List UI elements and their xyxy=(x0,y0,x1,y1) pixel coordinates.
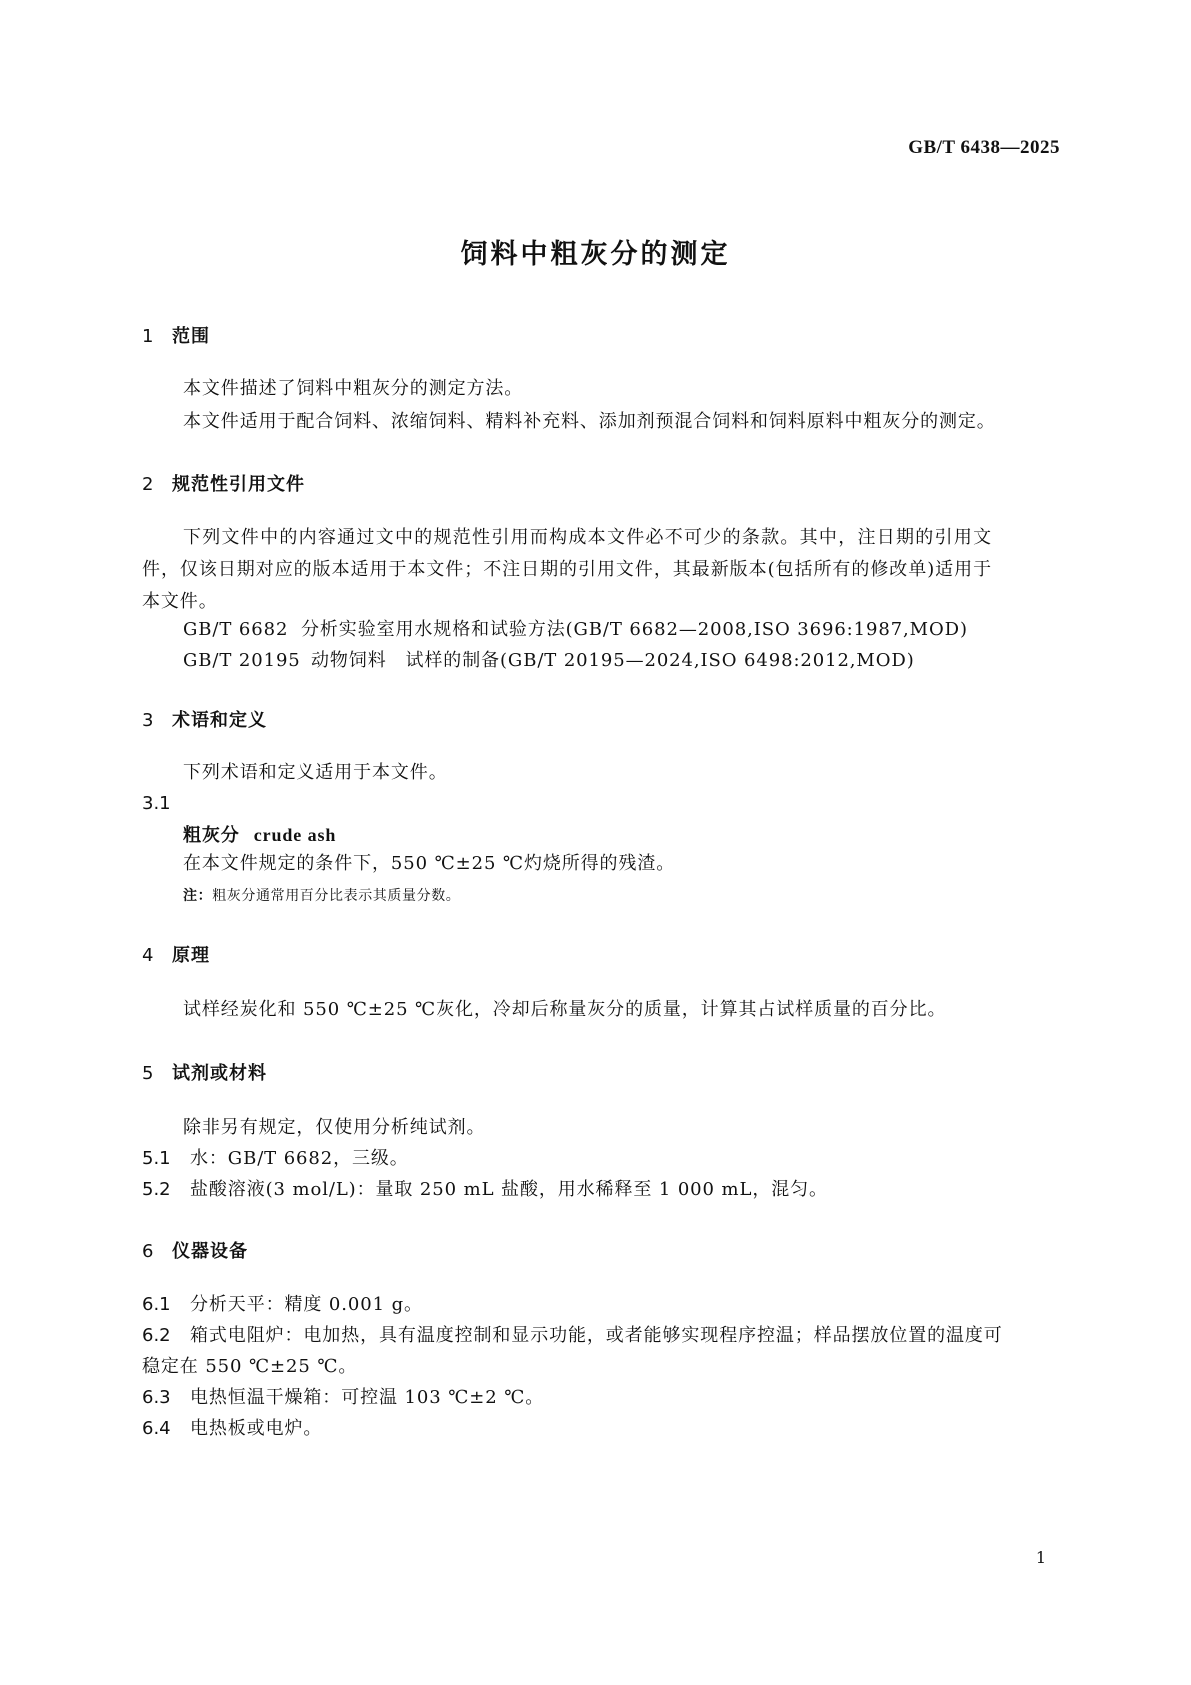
section-number: 3 xyxy=(142,710,155,731)
item-text: 电热恒温干燥箱：可控温 103 ℃±2 ℃。 xyxy=(190,1387,545,1408)
paragraph: 试样经炭化和 550 ℃±25 ℃灰化，冷却后称量灰分的质量，计算其占试样质量的百分比。 xyxy=(183,999,947,1020)
term-definition: 在本文件规定的条件下，550 ℃±25 ℃灼烧所得的残渣。 xyxy=(183,853,676,874)
section-title: 范围 xyxy=(172,326,210,347)
item-number: 5.1 xyxy=(142,1148,171,1169)
item-text: 箱式电阻炉：电加热，具有温度控制和显示功能，或者能够实现程序控温；样品摆放位置的温度可 xyxy=(190,1325,1003,1346)
section-number: 6 xyxy=(142,1241,155,1262)
term-chinese: 粗灰分 xyxy=(183,825,240,846)
reference-title: 动物饲料 试样的制备(GB/T 20195—2024,ISO 6498:2012,MOD) xyxy=(311,650,915,671)
section-title: 仪器设备 xyxy=(172,1241,248,1262)
list-item xyxy=(142,1289,1062,1321)
term-number: 3.1 xyxy=(142,793,171,814)
section-6-heading xyxy=(142,1237,248,1263)
section-title: 原理 xyxy=(172,945,210,966)
section-number: 4 xyxy=(142,945,155,966)
list-item xyxy=(142,1320,1062,1352)
item-number: 6.2 xyxy=(142,1325,171,1346)
item-text: 水：GB/T 6682，三级。 xyxy=(190,1148,409,1169)
section-3-heading xyxy=(142,706,267,732)
reference-code: GB/T 6682 xyxy=(183,619,289,640)
paragraph: 下列文件中的内容通过文中的规范性引用而构成本文件必不可少的条款。其中，注日期的引用文件，仅该日期对应的版本适用于本文件；不注日期的引用文件，其最新版本(包括所有的修改单)适用于本文件。 xyxy=(142,527,992,612)
reference-title: 分析实验室用水规格和试验方法(GB/T 6682—2008,ISO 3696:1987,MOD) xyxy=(301,619,968,640)
standard-code: GB/T 6438—2025 xyxy=(908,137,1060,158)
section-title: 规范性引用文件 xyxy=(172,474,305,495)
section-5-heading xyxy=(142,1059,267,1085)
section-number: 1 xyxy=(142,326,155,347)
section-1-heading xyxy=(142,322,210,348)
section-title: 试剂或材料 xyxy=(172,1063,267,1084)
section-number: 5 xyxy=(142,1063,155,1084)
reference-item xyxy=(183,645,1103,677)
item-number: 6.1 xyxy=(142,1294,171,1315)
paragraph: 除非另有规定，仅使用分析纯试剂。 xyxy=(183,1117,486,1138)
section-2-heading xyxy=(142,470,305,496)
section-title: 术语和定义 xyxy=(172,710,267,731)
reference-item xyxy=(183,614,1103,646)
note-label: 注： xyxy=(183,888,213,904)
item-text: 电热板或电炉。 xyxy=(190,1418,323,1439)
note-text: 粗灰分通常用百分比表示其质量分数。 xyxy=(212,888,461,904)
paragraph: 下列术语和定义适用于本文件。 xyxy=(183,762,448,783)
paragraph: 本文件描述了饲料中粗灰分的测定方法。 xyxy=(183,378,524,399)
item-text: 分析天平：精度 0.001 g。 xyxy=(190,1294,423,1315)
paragraph: 本文件适用于配合饲料、浓缩饲料、精料补充料、添加剂预混合饲料和饲料原料中粗灰分的测定。 xyxy=(183,411,996,432)
list-item xyxy=(142,1174,1062,1206)
term-english: crude ash xyxy=(253,825,337,845)
list-item xyxy=(142,1382,1062,1414)
item-text: 盐酸溶液(3 mol/L)：量取 250 mL 盐酸，用水稀释至 1 000 mL，混匀。 xyxy=(190,1179,828,1200)
list-item-continuation: 稳定在 550 ℃±25 ℃。 xyxy=(142,1356,358,1377)
document-title: 饲料中粗灰分的测定 xyxy=(460,239,731,270)
reference-code: GB/T 20195 xyxy=(183,650,301,671)
section-4-heading xyxy=(142,941,210,967)
item-number: 5.2 xyxy=(142,1179,171,1200)
item-number: 6.3 xyxy=(142,1387,171,1408)
list-item xyxy=(142,1413,1062,1445)
list-item xyxy=(142,1143,1062,1175)
note xyxy=(183,885,460,905)
section-number: 2 xyxy=(142,474,155,495)
page-number: 1 xyxy=(1035,1548,1046,1567)
item-number: 6.4 xyxy=(142,1418,171,1439)
